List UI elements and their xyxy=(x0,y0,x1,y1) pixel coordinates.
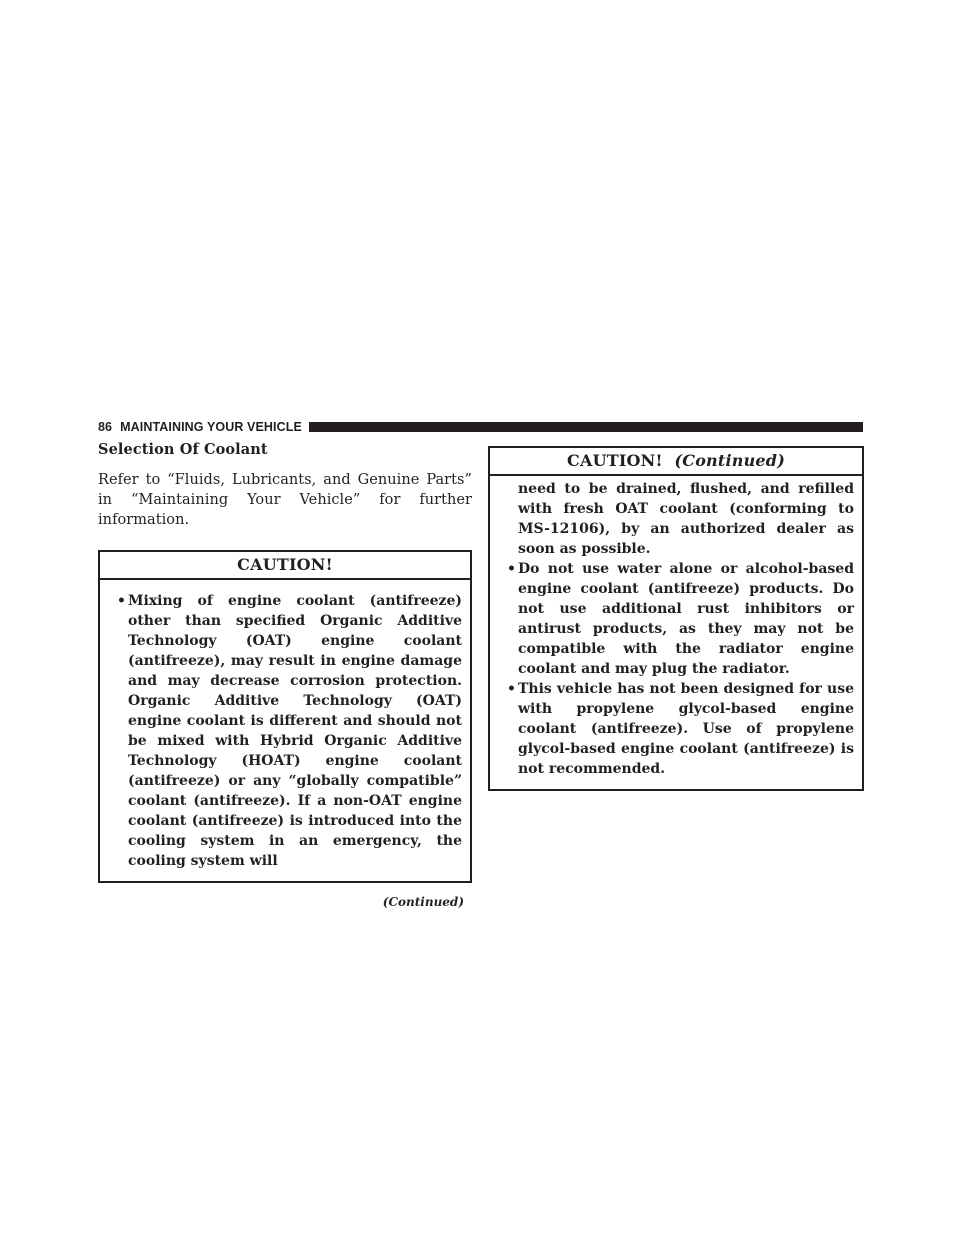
continued-note: (Continued) xyxy=(382,895,464,909)
caution-continuation-text: need to be drained, flushed, and refilled with fresh OAT coolant (conforming to MS-12106), by an authorized dealer as soon as possible. xyxy=(518,481,854,557)
caution-title-text: CAUTION! xyxy=(237,555,333,574)
caution-continuation xyxy=(498,479,854,559)
caution-item-text: This vehicle has not been designed for use with propylene glycol-based engine coolant (antifreeze). Use of propylene glycol-based engine coolant (antifreeze) is not recommended. xyxy=(518,681,854,777)
caution-item-text: Do not use water alone or alcohol-based engine coolant (antifreeze) products. Do not use additional rust inhibitors or antirust products, as they may not be compatible with the radiator engine coolant and may plug the radiator. xyxy=(518,561,854,677)
section-title: MAINTAINING YOUR VEHICLE xyxy=(120,420,302,434)
body-paragraph: Refer to “Fluids, Lubricants, and Genuine Parts” in “Maintaining Your Vehicle” for further information. xyxy=(98,472,472,528)
caution-title-continued: (Continued) xyxy=(674,451,785,470)
bullet-icon: • xyxy=(117,593,126,609)
caution-list xyxy=(100,580,470,881)
caution-box xyxy=(98,550,472,883)
caution-item xyxy=(498,559,854,679)
caution-list xyxy=(490,476,862,789)
left-column xyxy=(98,440,472,909)
caution-item xyxy=(498,679,854,779)
header-rule xyxy=(309,422,863,432)
caution-title-text: CAUTION! xyxy=(567,451,663,470)
bullet-icon: • xyxy=(507,681,516,697)
section-subheading: Selection Of Coolant xyxy=(98,441,268,458)
caution-title xyxy=(100,552,470,580)
caution-item-text: Mixing of engine coolant (antifreeze) other than specified Organic Additive Technology (OAT) engine coolant (antifreeze), may result in engine damage and may decrease corrosion protection. Organic Additive Technology (OAT) engine coolant is different and should not be mixed with Hybrid Organic Additive Technology (HOAT) engine coolant (antifreeze) or any “globally compatible” coolant (antifreeze). If a non-OAT engine coolant (antifreeze) is introduced into the cooling system in an emergency, the cooling system will xyxy=(128,593,462,869)
caution-item xyxy=(108,591,462,871)
page-number: 86 xyxy=(98,420,113,434)
right-column xyxy=(488,446,864,791)
bullet-icon: • xyxy=(507,561,516,577)
caution-box-continued xyxy=(488,446,864,791)
caution-title xyxy=(490,448,862,476)
page-header xyxy=(98,420,863,434)
